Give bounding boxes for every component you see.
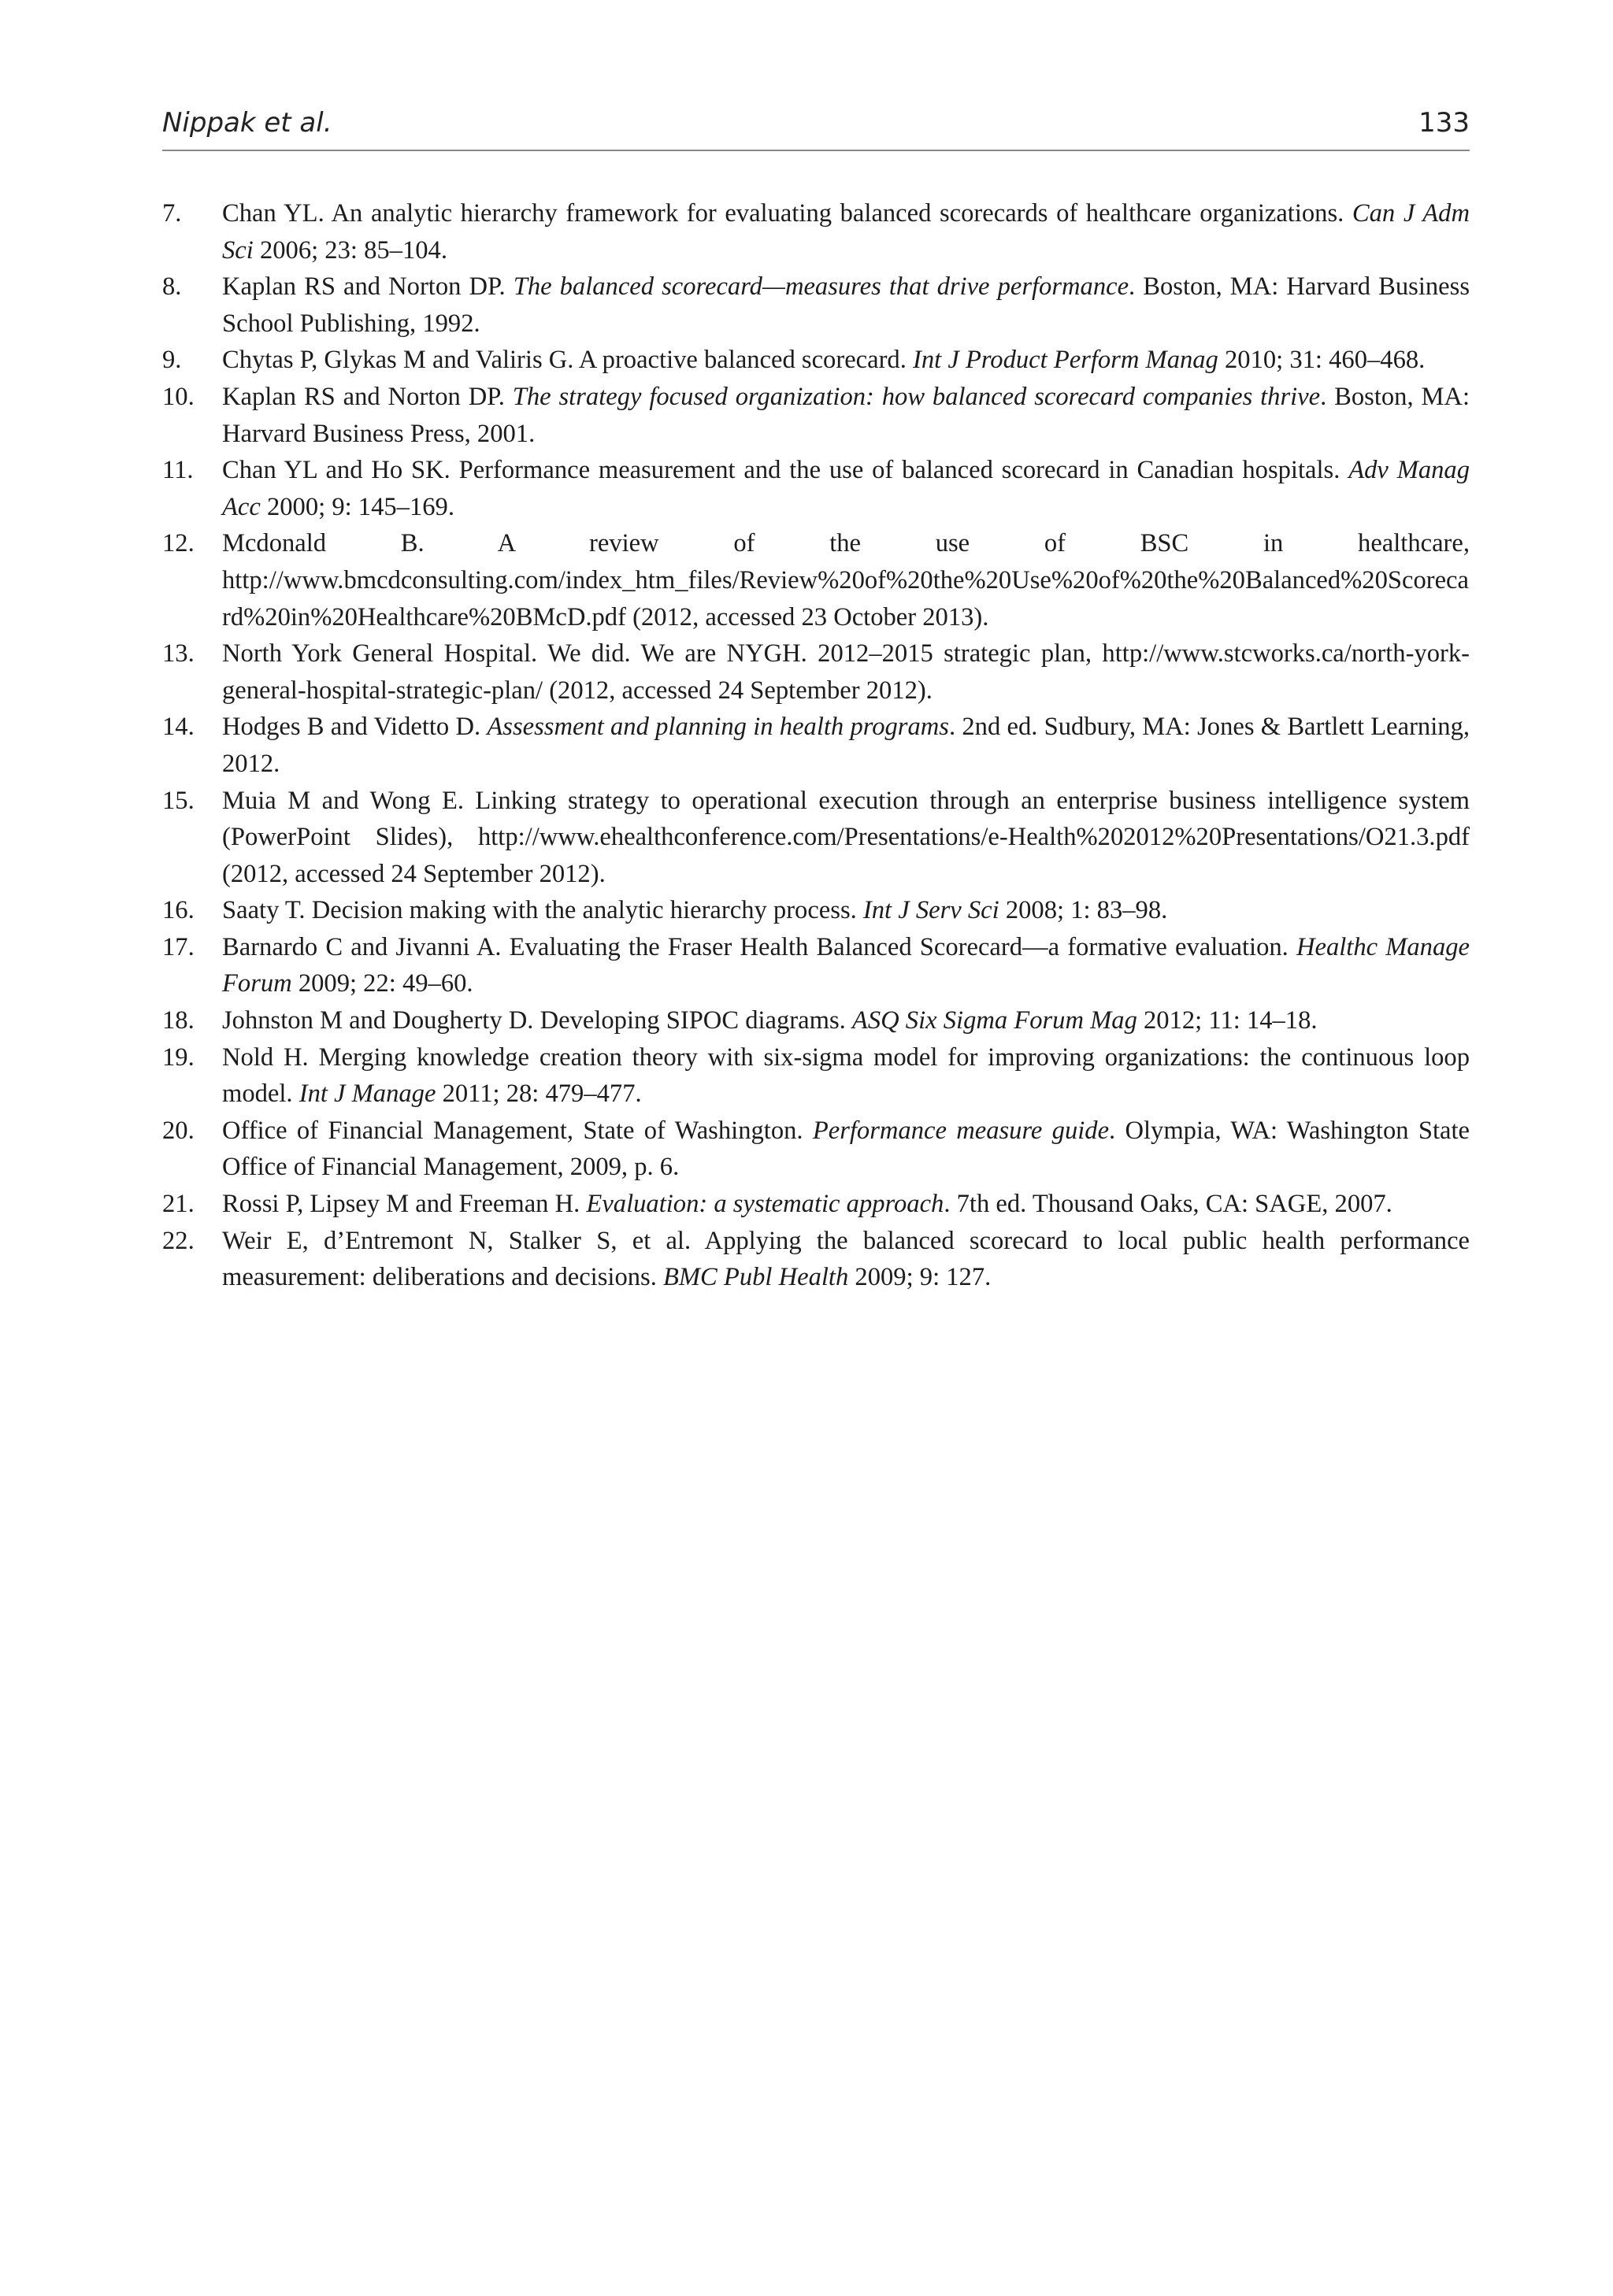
reference-text: Chytas P, Glykas M and Valiris G. A proactive balanced scorecard. <box>222 346 913 375</box>
reference-details: 2009; 9: 127. <box>848 1263 992 1292</box>
reference-text: Mcdonald B. A review of the use of BSC in healthcare, http://www.bmcdconsulting.com/index_htm_files/Review%20of%20the%20Use%20of%20the%20Balanced%20Scorecard%20in%20Healthcare%20BMcD.pdf (2012, accessed 23 October 2013). <box>222 529 1470 631</box>
reference-text: Muia M and Wong E. Linking strategy to operational execution through an enterprise business intelligence system (PowerPoint Slides), http://www.ehealthconference.com/Presentations/e-Health%202012%20Presentations/O21.3.pdf (2012, accessed 24 September 2012). <box>222 786 1470 888</box>
reference-text: Kaplan RS and Norton DP. <box>222 272 514 302</box>
reference-text: Hodges B and Videtto D. <box>222 713 488 742</box>
reference-details: 2011; 28: 479–477. <box>436 1079 642 1109</box>
reference-details: 2010; 31: 460–468. <box>1218 346 1426 375</box>
reference-title: Assessment and planning in health programs <box>487 713 949 742</box>
reference-text: Rossi P, Lipsey M and Freeman H. <box>222 1190 587 1219</box>
reference-details: . Boston, MA: Harvard Business Press, 2001. <box>222 382 1470 448</box>
reference-number: 17. <box>162 932 195 961</box>
reference-details: . 7th ed. Thousand Oaks, CA: SAGE, 2007. <box>944 1190 1392 1219</box>
reference-journal: Healthc Manage Forum <box>222 932 1470 998</box>
reference-text: Barnardo C and Jivanni A. Evaluating the Fraser Health Balanced Scorecard—a formative evaluation. <box>222 932 1296 961</box>
reference-item <box>162 268 1470 342</box>
reference-number: 8. <box>162 272 182 302</box>
reference-item <box>162 1039 1470 1113</box>
reference-journal: Int J Product Perform Manag <box>913 346 1218 375</box>
reference-text: North York General Hospital. We did. We are NYGH. 2012–2015 strategic plan, http://www.stcworks.ca/north-york-general-hospital-strategic-plan/ (2012, accessed 24 September 2012). <box>222 639 1470 705</box>
reference-item <box>162 1186 1470 1223</box>
reference-item <box>162 783 1470 893</box>
reference-number: 18. <box>162 1006 195 1035</box>
reference-number: 15. <box>162 786 195 815</box>
reference-journal: Adv Manag Acc <box>222 456 1470 521</box>
reference-title: Performance measure guide <box>812 1116 1110 1145</box>
reference-journal: Int J Serv Sci <box>862 896 999 925</box>
reference-item <box>162 1113 1470 1186</box>
reference-item <box>162 342 1470 379</box>
reference-details: . Olympia, WA: Washington State Office of Financial Management, 2009, p. 6. <box>222 1116 1470 1182</box>
reference-item <box>162 709 1470 782</box>
reference-title: The strategy focused organization: how balanced scorecard companies thrive <box>512 382 1321 411</box>
reference-title: The balanced scorecard—measures that drive performance <box>513 272 1129 302</box>
reference-details: 2008; 1: 83–98. <box>999 896 1168 925</box>
reference-item <box>162 1223 1470 1296</box>
reference-text: Saaty T. Decision making with the analytic hierarchy process. <box>222 896 863 925</box>
reference-text: Chan YL and Ho SK. Performance measurement and the use of balanced scorecard in Canadian hospitals. <box>222 456 1349 485</box>
reference-number: 10. <box>162 382 195 411</box>
reference-number: 9. <box>162 346 182 375</box>
reference-journal: BMC Publ Health <box>663 1263 849 1292</box>
reference-details: 2000; 9: 145–169. <box>260 492 454 521</box>
reference-text: Kaplan RS and Norton DP. <box>222 382 513 411</box>
reference-number: 19. <box>162 1042 195 1072</box>
reference-number: 7. <box>162 199 182 228</box>
reference-title: Evaluation: a systematic approach <box>586 1190 944 1219</box>
reference-journal: Int J Manage <box>298 1079 436 1109</box>
reference-journal: Can J Adm Sci <box>222 199 1470 265</box>
running-head: Nippak et al. <box>162 107 332 139</box>
reference-item <box>162 892 1470 929</box>
reference-number: 14. <box>162 713 195 742</box>
reference-item <box>162 1002 1470 1039</box>
reference-item <box>162 635 1470 709</box>
reference-number: 21. <box>162 1190 195 1219</box>
reference-number: 20. <box>162 1116 195 1145</box>
reference-text: Weir E, d’Entremont N, Stalker S, et al. Applying the balanced scorecard to local public health performance measurement: deliberations and decisions. <box>222 1226 1470 1292</box>
reference-number: 11. <box>162 456 194 485</box>
reference-list <box>162 195 1470 1296</box>
reference-item <box>162 452 1470 525</box>
reference-text: Office of Financial Management, State of Washington. <box>222 1116 813 1145</box>
reference-text: Johnston M and Dougherty D. Developing SIPOC diagrams. <box>222 1006 852 1035</box>
reference-number: 12. <box>162 529 195 558</box>
reference-journal: ASQ Six Sigma Forum Mag <box>851 1006 1137 1035</box>
reference-text: Chan YL. An analytic hierarchy framework for evaluating balanced scorecards of healthcare organizations. <box>222 199 1352 228</box>
reference-details: 2009; 22: 49–60. <box>291 969 473 998</box>
reference-number: 13. <box>162 639 195 668</box>
reference-details: . Boston, MA: Harvard Business School Publishing, 1992. <box>222 272 1470 338</box>
reference-details: 2012; 11: 14–18. <box>1137 1006 1318 1035</box>
reference-details: . 2nd ed. Sudbury, MA: Jones & Bartlett Learning, 2012. <box>222 713 1470 778</box>
reference-text: Nold H. Merging knowledge creation theory with six-sigma model for improving organizations: the continuous loop model. <box>222 1042 1470 1109</box>
reference-number: 22. <box>162 1226 195 1255</box>
page-number: 133 <box>1418 107 1470 139</box>
reference-item <box>162 195 1470 268</box>
reference-item <box>162 379 1470 452</box>
reference-number: 16. <box>162 896 195 925</box>
reference-item <box>162 525 1470 635</box>
reference-item <box>162 929 1470 1002</box>
reference-details: 2006; 23: 85–104. <box>253 235 447 265</box>
page-header <box>162 101 1470 151</box>
